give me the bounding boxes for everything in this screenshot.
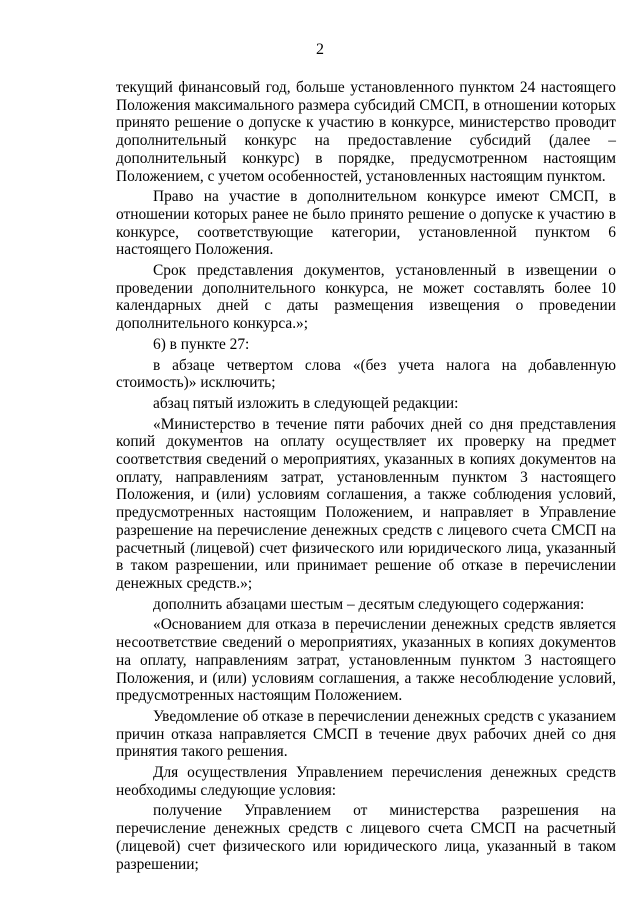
paragraph: Право на участие в дополнительном конкурсе имеют СМСП, в отношении которых ранее не было принято решение о допуске к участию в конкурсе, соответствующие категории, установленной пунктом 6 настоящего Положения.: [116, 188, 616, 259]
paragraph: дополнить абзацами шестым – десятым следующего содержания:: [153, 595, 585, 613]
paragraph: Для осуществления Управлением перечисления денежных средств необходимы следующие условия:: [116, 764, 616, 799]
paragraph: Срок представления документов, установленный в извещении о проведении дополнительного конкурса, не может составлять более 10 календарных дней с даты размещения извещения о проведении дополнительного конкурса.»;: [116, 262, 616, 333]
paragraph: 6) в пункте 27:: [153, 335, 250, 353]
paragraph: абзац пятый изложить в следующей редакции:: [153, 394, 459, 412]
paragraph: «Министерство в течение пяти рабочих дней со дня представления копий документов на оплату осуществляет их проверку на предмет соответствия сведений о мероприятиях, указанных в копиях документов на оплату, направлениям затрат, установленным пунктом 3 настоящего Положения, и (или) условиям соглашения, а также соблюдения условий, предусмотренных настоящим Положением, и направляет в Управление разрешение на перечисление денежных средств с лицевого счета СМСП на расчетный (лицевой) счет физического или юридического лица, указанный в таком разрешении, или принимает решение об отказе в перечислении денежных средств.»;: [116, 415, 616, 592]
paragraph: получение Управлением от министерства разрешения на перечисление денежных средств с лицевого счета СМСП на расчетный (лицевой) счет физического или юридического лица, указанный в таком разрешении;: [116, 802, 616, 873]
paragraph-continuation: текущий финансовый год, больше установленного пунктом 24 настоящего Положения максимального размера субсидий СМСП, в отношении которых принято решение о допуске к участию в конкурсе, министерство проводит дополнительный конкурс на предоставление субсидий (далее – дополнительный конкурс) в порядке, предусмотренном настоящим Положением, с учетом особенностей, установленных настоящим пунктом.: [116, 79, 616, 185]
paragraph: Уведомление об отказе в перечислении денежных средств с указанием причин отказа направляется СМСП в течение двух рабочих дней со дня принятия такого решения.: [116, 707, 616, 761]
page-number: 2: [316, 41, 324, 58]
paragraph: в абзаце четвертом слова «(без учета налога на добавленную стоимость)» исключить;: [116, 356, 616, 392]
document-body: [116, 79, 616, 876]
paragraph: «Основанием для отказа в перечислении денежных средств является несоответствие сведений о мероприятиях, указанных в копиях документов на оплату, направлениям затрат, установленным пунктом 3 настоящего Положения, и (или) условиям соглашения, а также несоблюдение условий, предусмотренных настоящим Положением.: [116, 616, 616, 705]
